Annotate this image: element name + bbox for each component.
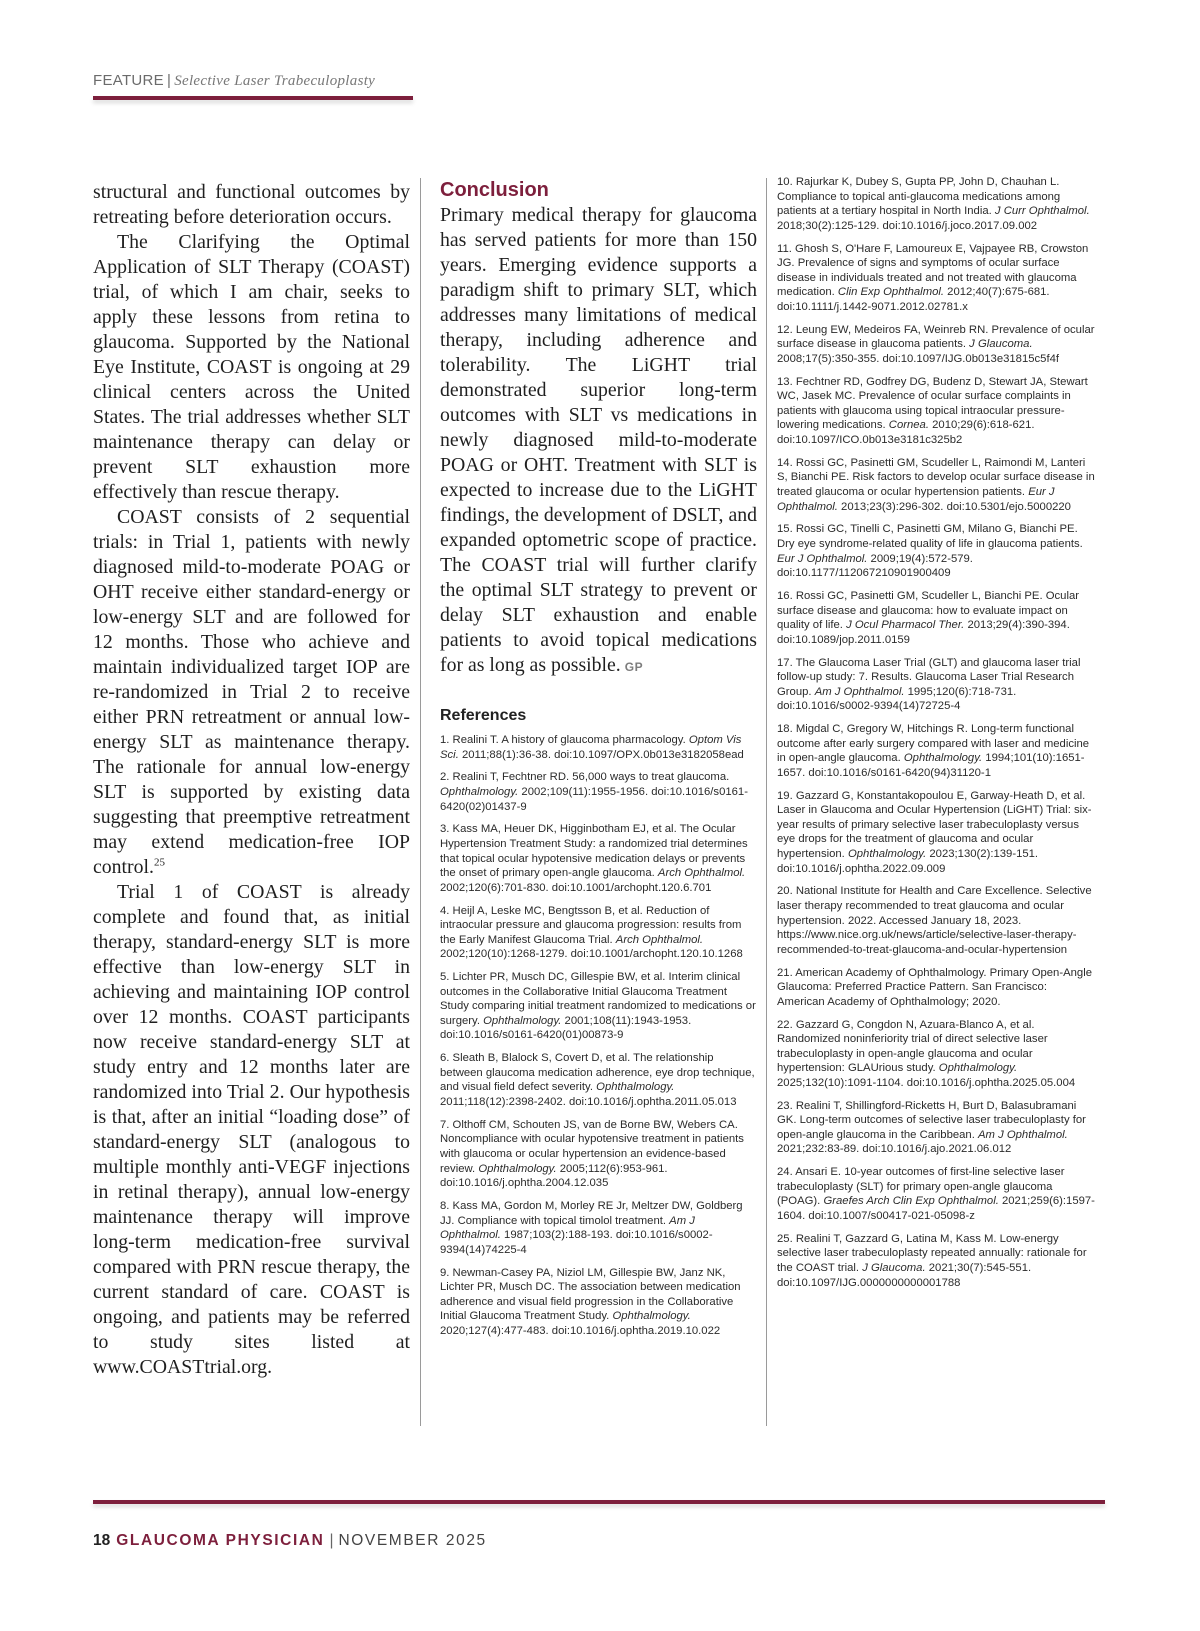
reference-details: 2011;88(1):36-38. doi:10.1097/OPX.0b013e3182058ead — [458, 748, 744, 761]
reference-journal: J Curr Ophthalmol. — [994, 205, 1090, 218]
reference-details: 2009;19(4):572-579. doi:10.1177/112067210901900409 — [777, 552, 973, 580]
reference-details: 2001;108(11):1943-1953. doi:10.1016/s0161-6420(01)00873-9 — [440, 1014, 692, 1042]
section-label: FEATURE — [93, 72, 164, 89]
reference-text: 7. Olthoff CM, Schouten JS, van de Borne BW, Webers CA. Noncompliance with ocular hypotensive treatment in patients with glaucoma or ocular hypertension an evidence-based review. — [440, 1118, 744, 1175]
reference-journal: J Glaucoma. — [862, 1262, 926, 1274]
reference-item — [777, 1232, 1097, 1290]
reference-text: 8. Kass MA, Gordon M, Morley RE Jr, Meltzer DW, Goldberg JJ. Compliance with topical timolol treatment. — [440, 1199, 743, 1227]
reference-text: 9. Newman-Casey PA, Niziol LM, Gillespie BW, Janz NK, Lichter PR, Musch DC. The association between medication adherence and visual field progression in the Collaborative Initial Glaucoma Treatment Study. — [440, 1266, 741, 1323]
reference-text: 21. American Academy of Ophthalmology. Primary Open-Angle Glaucoma: Preferred Practice Pattern. San Francisco: American Academy of Ophthalmology; 2020. — [777, 966, 1092, 1008]
reference-text: 5. Lichter PR, Musch DC, Gillespie BW, et al. Interim clinical outcomes in the Collaborative Initial Glaucoma Treatment Study comparing initial treatment randomized to medications or surgery. — [440, 971, 756, 1027]
reference-details: 2021;30(7):545-551. doi:10.1097/IJG.0000000000001788 — [777, 1262, 1032, 1289]
reference-text: 23. Realini T, Shillingford-Ricketts H, Burt D, Balasubramani GK. Long-term outcomes of selective laser trabeculoplasty for open-angle glaucoma in the Caribbean. — [777, 1099, 1086, 1141]
reference-journal: Clin Exp Ophthalmol. — [837, 286, 945, 299]
reference-text: 24. Ansari E. 10-year outcomes of first-line selective laser trabeculoplasty (SLT) for primary open-angle glaucoma (POAG). — [777, 1166, 1065, 1208]
reference-details: 2025;132(10):1091-1104. doi:10.1016/j.ophtha.2025.05.004 — [777, 1076, 1076, 1089]
reference-details: 2012;40(7):675-681. doi:10.1111/j.1442-9071.2012.02781.x — [777, 286, 1050, 313]
reference-item — [777, 789, 1097, 877]
reference-item — [777, 522, 1097, 580]
reference-text: 10. Rajurkar K, Dubey S, Gupta PP, John D, Chauhan L. Compliance to topical anti-glaucoma medications among patients at a tertiary hospital in North India. — [777, 176, 1061, 218]
reference-details: 2021;259(6):1597-1604. doi:10.1007/s00417-021-05098-z — [777, 1195, 1095, 1223]
reference-item — [777, 966, 1097, 1010]
reference-item — [440, 1266, 757, 1339]
reference-journal: Ophthalmology. — [938, 1062, 1018, 1075]
reference-details: 1994;101(10):1651-1657. doi:10.1016/s0161-6420(94)31120-1 — [777, 752, 1085, 779]
column-divider — [766, 178, 767, 1426]
reference-details: 1987;103(2):188-193. doi:10.1016/s0002-9394(14)74225-4 — [440, 1229, 713, 1256]
reference-item — [777, 175, 1097, 233]
header-separator: | — [167, 72, 172, 89]
citation-superscript: 25 — [153, 856, 165, 869]
reference-item — [440, 1051, 757, 1109]
reference-item — [777, 884, 1097, 957]
reference-journal: Eur J Ophthalmol. — [777, 486, 1055, 513]
publication-name: GLAUCOMA PHYSICIAN — [116, 1532, 325, 1549]
references-heading: References — [440, 707, 527, 724]
reference-journal: Ophthalmology. — [612, 1310, 691, 1323]
reference-text: 19. Gazzard G, Konstantakopoulou E, Garway-Heath D, et al. Laser in Glaucoma and Ocular Hypertension (LiGHT) Trial: six-year results of primary selective laser trabeculoplasty versus eye drops for the treatment of glaucoma and ocular hypertension. — [777, 789, 1092, 861]
reference-text: 20. National Institute for Health and Care Excellence. Selective laser therapy recommended to treat glaucoma and ocular hypertension. 2022. Accessed January 18, 2023. https://www.nice.org.uk/news/article/selective-laser-therapy-recommended-to-treat-glaucoma-and-ocular-hypertension — [777, 885, 1092, 956]
reference-details: 2013;29(4):390-394. doi:10.1089/jop.2011.0159 — [777, 619, 1070, 646]
reference-item — [440, 822, 757, 895]
reference-journal: Ophthalmology. — [847, 848, 927, 861]
reference-text: 12. Leung EW, Medeiros FA, Weinreb RN. Prevalence of ocular surface disease in glaucoma patients. — [777, 323, 1095, 351]
reference-item — [777, 323, 1097, 367]
reference-details: 2002;120(10):1268-1279. doi:10.1001/archopht.120.10.1268 — [440, 948, 743, 961]
column-divider — [420, 178, 421, 1426]
reference-text: 3. Kass MA, Heuer DK, Higginbotham EJ, et al. The Ocular Hypertension Treatment Study: a randomized trial determines that topical ocular hypotensive medication delays or prevents the onset of primary open-angle glaucoma. — [440, 823, 748, 880]
reference-journal: Ophthalmology. — [440, 785, 519, 798]
body-paragraph: Trial 1 of COAST is already complete and found that, as initial therapy, standard-energy SLT is more effective than low-energy SLT in achieving and maintaining IOP control over 12 months. COAST participants now receive standard-energy SLT at study entry and 12 months later are randomized into Trial 2. Our hypothesis is that, after an initial “loading dose” of standard-energy SLT (analogous to multiple monthly anti-VEGF injections in retinal therapy), annual low-energy maintenance therapy will improve long-term medication-free survival compared with PRN rescue therapy, the current standard of care. COAST is ongoing, and patients may be referred to study sites listed at www.COASTtrial.org. — [93, 881, 410, 1378]
reference-item — [777, 722, 1097, 780]
page-footer — [93, 1532, 487, 1550]
body-column-middle — [440, 178, 757, 1338]
reference-text: 22. Gazzard G, Congdon N, Azuara-Blanco A, et al. Randomized noninferiority trial of direct selective laser trabeculoplasty in open-angle glaucoma and ocular hypertension: GLAUrious study. — [777, 1018, 1048, 1075]
reference-text: 15. Rossi GC, Tinelli C, Pasinetti GM, Milano G, Bianchi PE. Dry eye syndrome-related quality of life in glaucoma patients. — [777, 523, 1083, 550]
reference-item — [440, 970, 757, 1043]
reference-item — [777, 456, 1097, 514]
reference-details: 2023;130(2):139-151. doi:10.1016/j.ophtha.2022.09.009 — [777, 848, 1039, 875]
reference-journal: Ophthalmology. — [483, 1014, 562, 1027]
reference-item — [440, 1199, 757, 1257]
reference-item — [440, 733, 757, 762]
reference-item — [440, 904, 757, 962]
conclusion-text: Primary medical therapy for glaucoma has served patients for more than 150 years. Emerging evidence supports a paradigm shift to primary SLT, which addresses many limitations of medical therapy, including adherence and tolerability. The LiGHT trial demonstrated superior long-term outcomes with SLT vs medications in newly diagnosed mild-to-moderate POAG or OHT. Treatment with SLT is expected to increase due to the LiGHT findings, the development of DSLT, and expanded optometric scope of practice. The COAST trial will further clarify the optimal SLT strategy to prevent or delay SLT exhaustion and enable patients to avoid topical medications for as long as possible. — [440, 204, 758, 676]
issue-date: NOVEMBER 2025 — [338, 1532, 487, 1549]
reference-item — [777, 656, 1097, 714]
reference-text: 25. Realini T, Gazzard G, Latina M, Kass M. Low-energy selective laser trabeculoplasty repeated annually: rationale for the COAST trial. — [777, 1232, 1087, 1274]
body-paragraph — [93, 505, 410, 880]
reference-journal: Graefes Arch Clin Exp Ophthalmol. — [823, 1195, 999, 1208]
reference-item — [440, 770, 757, 814]
reference-details: 2011;118(12):2398-2402. doi:10.1016/j.ophtha.2011.05.013 — [440, 1096, 737, 1108]
reference-list — [777, 175, 1097, 1290]
reference-journal: Arch Ophthalmol. — [657, 867, 746, 880]
reference-details: 2018;30(2):125-129. doi:10.1016/j.joco.2017.09.002 — [777, 219, 1038, 232]
reference-text: 16. Rossi GC, Pasinetti GM, Scudeller L, Bianchi PE. Ocular surface disease and glaucoma: how to evaluate impact on quality of life. — [777, 589, 1079, 632]
reference-journal: J Glaucoma. — [969, 338, 1033, 351]
reference-journal: J Ocul Pharmacol Ther. — [846, 619, 965, 632]
reference-journal: Optom Vis Sci. — [440, 734, 742, 761]
reference-details: 2021;232:83-89. doi:10.1016/j.ajo.2021.06.012 — [777, 1143, 1012, 1156]
reference-text: 6. Sleath B, Blalock S, Covert D, et al. The relationship between glaucoma medication adherence, eye drop technique, and visual field defect severity. — [440, 1052, 755, 1094]
body-column-right — [777, 175, 1097, 1290]
end-mark: GP — [624, 660, 644, 674]
reference-item — [777, 1165, 1097, 1223]
reference-item — [777, 589, 1097, 647]
reference-details: 2005;112(6):953-961. doi:10.1016/j.ophtha.2004.12.035 — [440, 1162, 668, 1190]
reference-details: 2008;17(5):350-355. doi:10.1097/IJG.0b013e31815c5f4f — [777, 352, 1060, 365]
reference-item — [777, 242, 1097, 315]
conclusion-paragraph — [440, 203, 757, 680]
article-topic: Selective Laser Trabeculoplasty — [174, 73, 376, 89]
body-paragraph: The Clarifying the Optimal Application of SLT Therapy (COAST) trial, of which I am chair, seeks to apply these lessons from retina to glaucoma. Supported by the National Eye Institute, COAST is ongoing at 29 clinical centers across the United States. The trial addresses whether SLT maintenance therapy can delay or prevent SLT exhaustion more effectively than rescue therapy. — [93, 231, 410, 503]
reference-journal: Ophthalmology. — [478, 1162, 557, 1175]
footer-rule — [93, 1500, 1105, 1504]
reference-text: 4. Heijl A, Leske MC, Bengtsson B, et al. Reduction of intraocular pressure and glaucoma progression: results from the Early Manifest Glaucoma Trial. — [440, 904, 742, 946]
reference-item — [777, 375, 1097, 448]
body-paragraph-text: COAST consists of 2 sequential trials: in Trial 1, patients with newly diagnosed mild-to-moderate POAG or OHT receive either standard-energy or low-energy SLT and are followed for 12 months. Those who achieve and maintain individualized target IOP are re-randomized in Trial 2 to receive either PRN retreatment or annual low-energy SLT as maintenance therapy. The rationale for annual low-energy SLT is supported by existing data suggesting that preemptive retreatment may extend medication-free IOP control. — [93, 506, 410, 878]
header-rule — [93, 96, 413, 100]
reference-journal: Cornea. — [888, 419, 929, 432]
reference-details: 1995;120(6):718-731. doi:10.1016/s0002-9394(14)72725-4 — [777, 685, 1017, 713]
reference-text: 11. Ghosh S, O'Hare F, Lamoureux E, Vajpayee RB, Crowston JG. Prevalence of signs and symptoms of ocular surface disease in individuals treated and not treated with glaucoma medication. — [777, 242, 1089, 299]
reference-details: 2002;120(6):701-830. doi:10.1001/archopht.120.6.701 — [440, 881, 712, 894]
reference-details: 2013;23(3):296-302. doi:10.5301/ejo.5000220 — [837, 500, 1071, 513]
conclusion-heading: Conclusion — [440, 179, 549, 201]
reference-journal: Am J Ophthalmol. — [977, 1128, 1068, 1141]
reference-text: 14. Rossi GC, Pasinetti GM, Scudeller L, Raimondi M, Lanteri S, Bianchi PE. Risk factors to develop ocular surface disease in treated glaucoma or ocular hypertension patients. — [777, 456, 1095, 499]
reference-details: 2020;127(4):477-483. doi:10.1016/j.ophtha.2019.10.022 — [440, 1324, 721, 1337]
body-column-left — [93, 180, 410, 1380]
reference-journal: Am J Ophthalmol. — [814, 685, 905, 698]
reference-item — [440, 1118, 757, 1191]
reference-text: 1. Realini T. A history of glaucoma pharmacology. — [440, 734, 689, 746]
reference-text: 13. Fechtner RD, Godfrey DG, Budenz D, Stewart JA, Stewart WC, Jasek MC. Prevalence of ocular surface complaints in patients with glaucoma using topical intraocular pressure-lowering medications. — [777, 375, 1088, 432]
reference-journal: Ophthalmology. — [903, 752, 983, 765]
reference-details: 2010;29(6):618-621. doi:10.1097/ICO.0b013e3181c325b2 — [777, 419, 1035, 447]
reference-text: 17. The Glaucoma Laser Trial (GLT) and glaucoma laser trial follow-up study: 7. Results. Glaucoma Laser Trial Research Group. — [777, 656, 1081, 698]
reference-list — [440, 733, 757, 1338]
reference-details: 2002;109(11):1955-1956. doi:10.1016/s0161-6420(02)01437-9 — [440, 785, 748, 813]
reference-item — [777, 1099, 1097, 1157]
page-number: 18 — [93, 1532, 111, 1549]
reference-journal: Eur J Ophthalmol. — [777, 552, 868, 565]
reference-text: 18. Migdal C, Gregory W, Hitchings R. Long-term functional outcome after early surgery compared with laser and medicine in open-angle glaucoma. — [777, 723, 1090, 765]
reference-item — [777, 1018, 1097, 1091]
reference-journal: Arch Ophthalmol. — [615, 933, 704, 946]
running-header — [93, 72, 413, 90]
reference-journal: Am J Ophthalmol. — [440, 1214, 695, 1242]
body-paragraph: structural and functional outcomes by retreating before deterioration occurs. — [93, 181, 410, 228]
footer-separator: | — [329, 1532, 334, 1549]
reference-journal: Ophthalmology. — [596, 1081, 675, 1094]
reference-text: 2. Realini T, Fechtner RD. 56,000 ways to treat glaucoma. — [440, 771, 730, 784]
